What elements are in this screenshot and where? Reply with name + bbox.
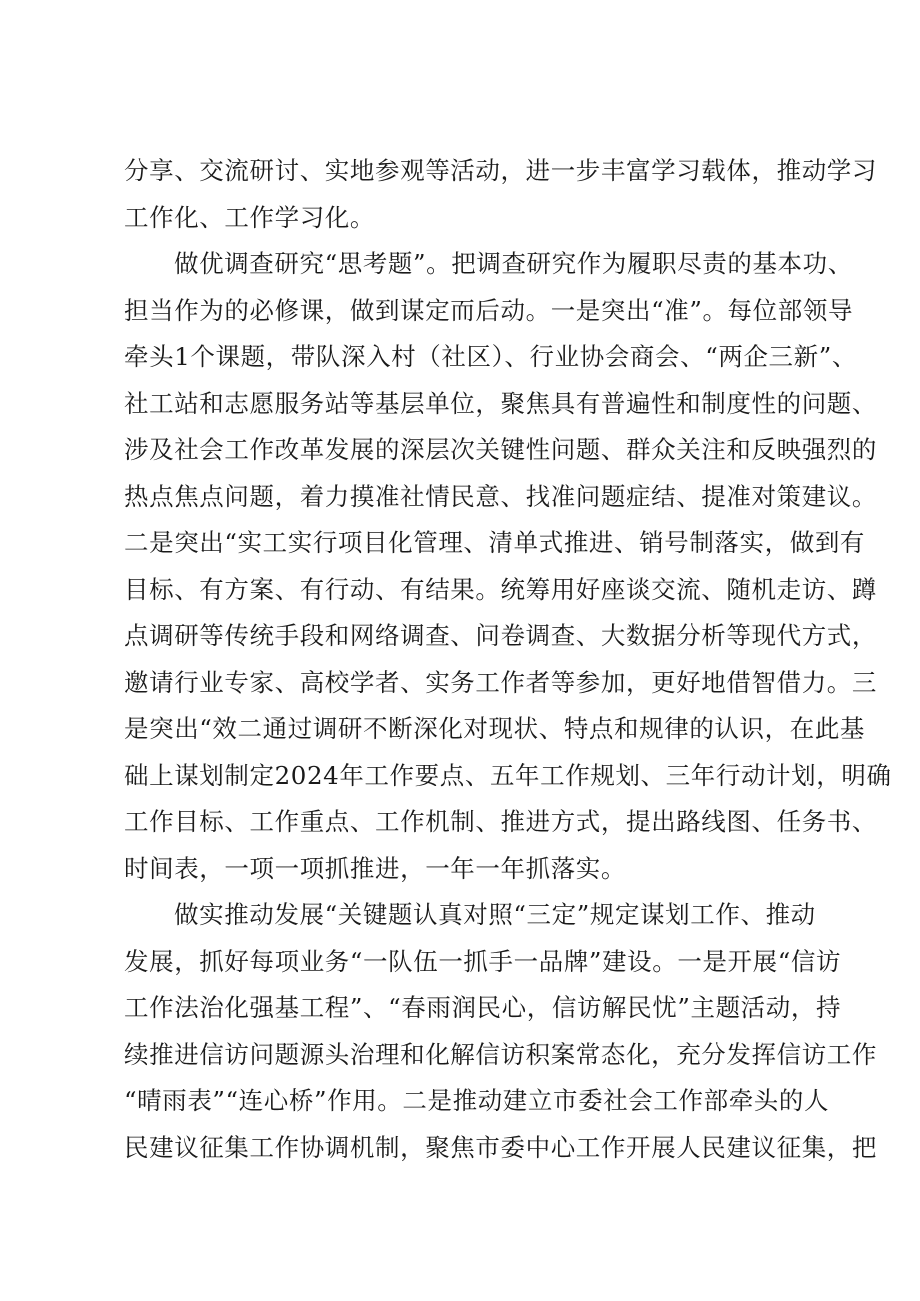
text-line-13: 是突出“效二通过调研不断深化对现状、特点和规律的认识，在此基 xyxy=(124,714,866,743)
text-line-22: 民建议征集工作协调机制，聚焦市委中心工作开展人民建议征集，把 xyxy=(124,1132,877,1162)
text-line-12: 邀请行业专家、高校学者、实务工作者等参加，更好地借智借力。三 xyxy=(124,667,877,697)
text-line-19: 工作法治化强基工程”、“春雨润民心，信访解民忧”主题活动，持 xyxy=(124,993,842,1022)
body-text xyxy=(124,148,892,1171)
text-line-6: 社工站和志愿服务站等基层单位，聚焦具有普遍性和制度性的问题、 xyxy=(124,388,877,418)
text-line-8: 热点焦点问题，着力摸准社情民意、找准问题症结、提准对策建议。 xyxy=(124,481,877,511)
text-line-7: 涉及社会工作改革发展的深层次关键性问题、群众关注和反映强烈的 xyxy=(124,435,877,464)
text-line-1: 分享、交流研讨、实地参观等活动，进一步丰富学习载体，推动学习 xyxy=(124,156,877,185)
text-line-16: 时间表，一项一项抓推进，一年一年抓落实。 xyxy=(124,853,626,883)
paragraph-start-development: 做实推动发展“关键题认真对照“三定”规定谋划工作、推动 xyxy=(174,900,816,929)
text-line-14: 础上谋划制定2024年工作要点、五年工作规划、三年行动计划，明确 xyxy=(124,760,892,790)
paragraph-start-research: 做优调查研究“思考题”。把调查研究作为履职尽责的基本功、 xyxy=(174,249,853,278)
text-line-20: 续推进信访问题源头治理和化解信访积案常态化，充分发挥信访工作 xyxy=(124,1039,877,1069)
text-line-21: “晴雨表”“连心桥”作用。二是推动建立市委社会工作部牵头的人 xyxy=(124,1086,830,1115)
text-line-2: 工作化、工作学习化。 xyxy=(124,202,375,232)
text-line-18: 发展，抓好每项业务“一队伍一抓手一品牌”建设。一是开展“信访 xyxy=(124,946,842,976)
text-line-4: 担当作为的必修课，做到谋定而后动。一是突出“准”。每位部领导 xyxy=(124,295,854,325)
text-line-9: 二是突出“实工实行项目化管理、清单式推进、销号制落实，做到有 xyxy=(124,528,866,557)
text-line-10: 目标、有方案、有行动、有结果。统筹用好座谈交流、随机走访、蹲 xyxy=(124,574,877,604)
text-line-15: 工作目标、工作重点、工作机制、推进方式，提出路线图、任务书、 xyxy=(124,807,877,836)
text-line-5: 牵头1个课题，带队深入村（社区）、行业协会商会、“两企三新”、 xyxy=(124,342,857,371)
text-line-11: 点调研等传统手段和网络调查、问卷调查、大数据分析等现代方式， xyxy=(124,621,877,650)
